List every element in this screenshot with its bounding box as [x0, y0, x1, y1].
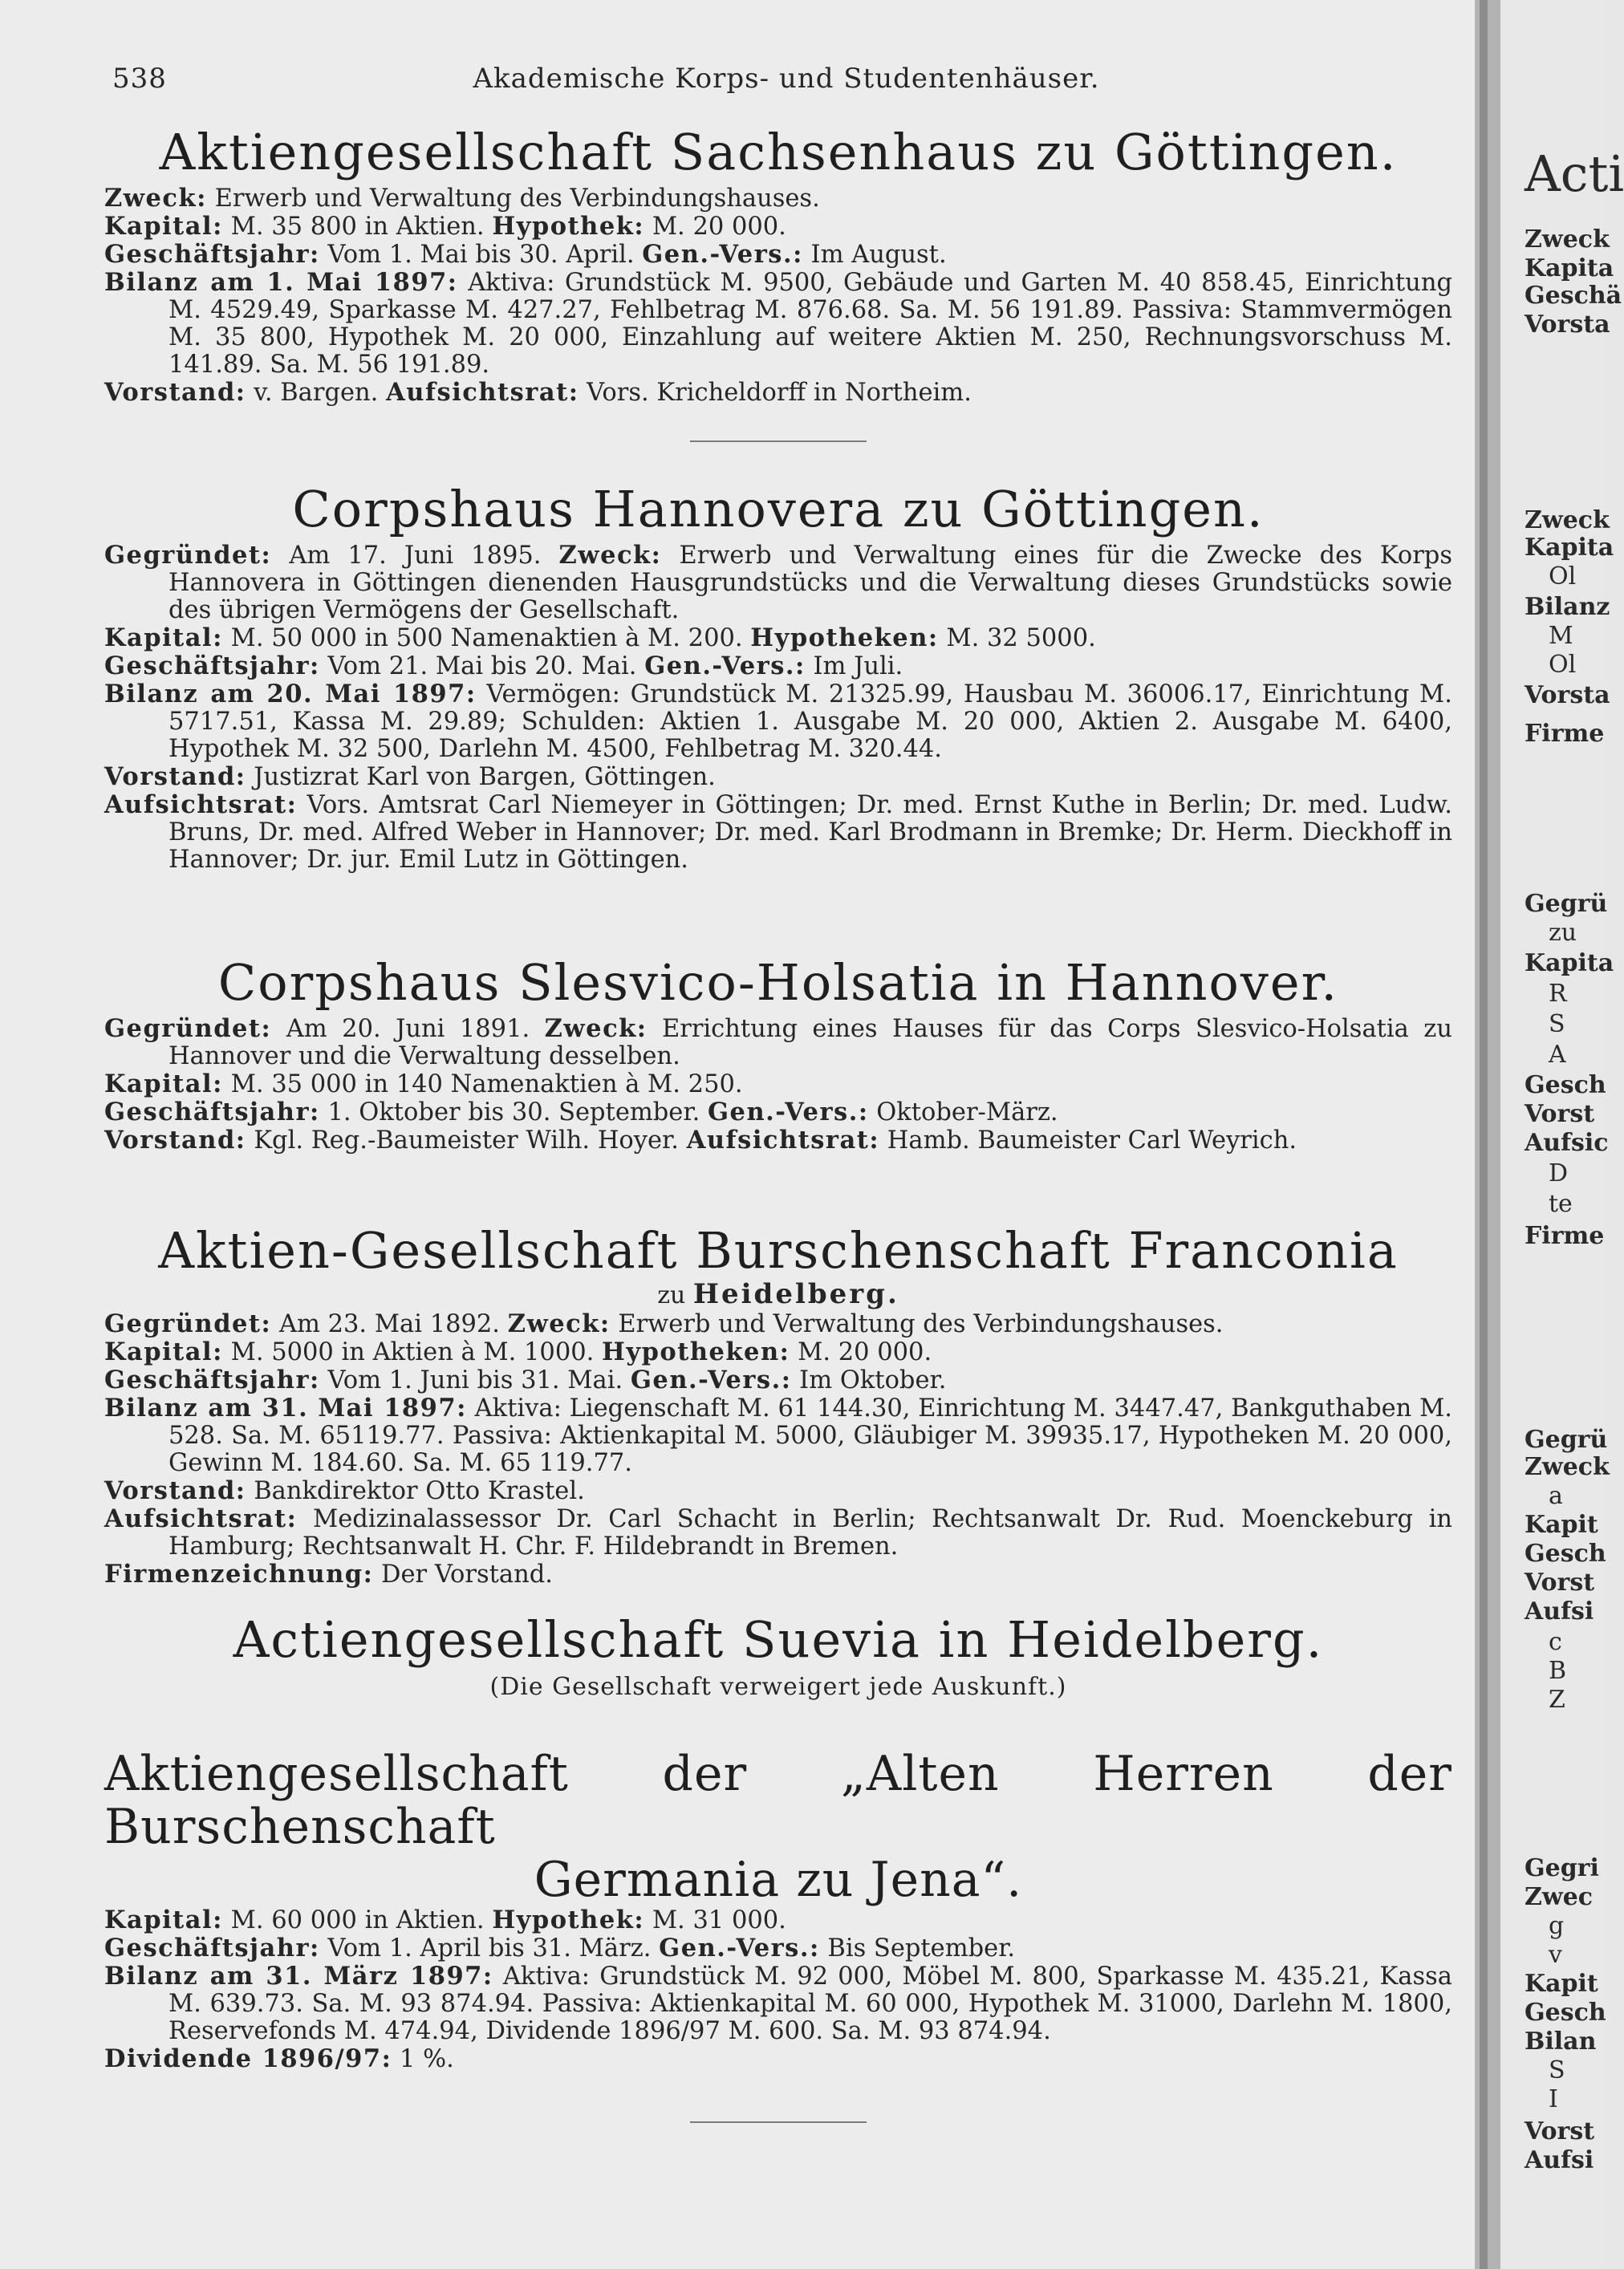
fragment: Kapita [1525, 254, 1614, 282]
field-line: Geschäftsjahr: Vom 1. Mai bis 30. April. Gen.-Vers.: Im August. [104, 240, 947, 269]
fragment: te [1549, 1190, 1573, 1218]
fragment: Bilan [1525, 2027, 1597, 2056]
fragment: Zwec [1525, 1883, 1594, 1911]
entry-suevia [104, 1608, 1452, 1703]
fragment: Geschä [1525, 282, 1622, 310]
main-column [104, 120, 1452, 2158]
page-header [104, 63, 1468, 98]
fragment: Gesch [1525, 1540, 1606, 1568]
fragment: Zweck [1525, 506, 1610, 534]
spacer [104, 1589, 1452, 1608]
fragment: Vorst [1525, 1569, 1595, 1597]
fragment: M [1549, 622, 1573, 650]
field-line: Kapital: M. 35 800 in Aktien. Hypothek: M. 20 000. [104, 212, 786, 241]
field-line: Kapital: M. 50 000 in 500 Namenaktien à M. 200. Hypotheken: M. 32 5000. [104, 623, 1096, 652]
field-line: Vorstand: Bankdirektor Otto Krastel. [104, 1476, 585, 1505]
fragment: Zweck [1525, 225, 1610, 254]
field-line: Bilanz am 1. Mai 1897: Aktiva: Grundstück M. 9500, Gebäude und Garten M. 40 858.45, Einrichtung M. 4529.49, Sparkasse M. 427.27, Fehlbetrag M. 876.68. Sa. M. 56 191.89. Passiva: Stammvermögen M. 35 800, Hypothek M. 20 000, Einzahlung auf weitere Aktien M. 250, Rechnungsvorschuss M. 141.89. Sa. M. 56 191.89. [104, 268, 1452, 379]
entry-hannovera [104, 477, 1452, 874]
fragment: Aufsi [1525, 1597, 1594, 1626]
fragment: Vorsta [1525, 681, 1610, 709]
entry-slesvico-holsatia [104, 951, 1452, 1155]
fragment: S [1549, 1010, 1565, 1038]
field-line: Kapital: M. 35 000 in 140 Namenaktien à M. 250. [104, 1070, 743, 1098]
fragment: Kapit [1525, 1970, 1598, 1998]
field-line: Firmenzeichnung: Der Vorstand. [104, 1560, 553, 1589]
book-gutter [1475, 0, 1500, 2269]
entry-title: Aktiengesellschaft Sachsenhaus zu Göttingen. [159, 123, 1398, 181]
spacer [104, 1155, 1452, 1219]
fragment: A [1549, 1041, 1566, 1069]
field-line: Gegründet: Am 20. Juni 1891. Zweck: Errichtung eines Hauses für das Corps Slesvico-Holsatia zu Hannover und die Verwaltung desselben. [104, 1014, 1452, 1070]
field-line: Vorstand: Justizrat Karl von Bargen, Göttingen. [104, 762, 716, 791]
fragment: S [1549, 2056, 1565, 2084]
fragment: Vorst [1525, 1100, 1595, 1128]
spacer [104, 874, 1452, 951]
fragment: Firme [1525, 1222, 1605, 1250]
fragment: Gegrü [1525, 1426, 1608, 1454]
field-line: Bilanz am 31. Mai 1897: Aktiva: Liegenschaft M. 61 144.30, Einrichtung M. 3447.47, Bankguthaben M. 528. Sa. M. 65119.77. Passiva: Aktienkapital M. 5000, Gläubiger M. 39935.17, Hypotheken M. 20 000, Gewinn M. 184.60. Sa. M. 65 119.77. [104, 1394, 1452, 1477]
entry-title: Corpshaus Hannovera zu Göttingen. [292, 480, 1265, 538]
field-line: Geschäftsjahr: Vom 1. Juni bis 31. Mai. Gen.-Vers.: Im Oktober. [104, 1366, 947, 1394]
entry-note: (Die Gesellschaft verweigert jede Auskunft.) [489, 1673, 1067, 1701]
field-line: Bilanz am 20. Mai 1897: Vermögen: Grundstück M. 21325.99, Hausbau M. 36006.17, Einrichtung M. 5717.51, Kassa M. 29.89; Schulden: Aktien 1. Ausgabe M. 20 000, Aktien 2. Ausgabe M. 6400, Hypothek M. 32 500, Darlehn M. 4500, Fehlbetrag M. 320.44. [104, 680, 1452, 763]
fragment: Gesch [1525, 1999, 1606, 2027]
field-line: Gegründet: Am 23. Mai 1892. Zweck: Erwerb und Verwaltung des Verbindungshauses. [104, 1309, 1224, 1338]
entry-sachsenhaus [104, 120, 1452, 407]
field-line: Dividende 1896/97: 1 %. [104, 2044, 454, 2073]
entry-title-line1: Aktiengesellschaft der „Alten Herren der Burschenschaft [104, 1746, 1452, 1855]
spacer [104, 1703, 1452, 1747]
fragment: Aufsic [1525, 1129, 1609, 1157]
section-divider [690, 2121, 867, 2123]
fragment: zu [1549, 919, 1577, 947]
entry-franconia [104, 1219, 1452, 1589]
section-divider [690, 440, 867, 442]
entry-title: Corpshaus Slesvico-Holsatia in Hannover. [217, 953, 1339, 1012]
fragment: Zweck [1525, 1453, 1610, 1481]
field-line: Gegründet: Am 17. Juni 1895. Zweck: Erwerb und Verwaltung eines für die Zwecke des Korps Hannovera in Göttingen dienenden Hausgrundstücks und die Verwaltung dieses Grundstücks sowie des übrigen Vermögens der Gesellschaft. [104, 541, 1452, 624]
fragment: I [1549, 2085, 1558, 2113]
entry-title-line2: Germania zu Jena“. [534, 1852, 1023, 1908]
entry-germania-jena [104, 1747, 1452, 2073]
fragment: Gegrü [1525, 890, 1608, 918]
field-line: Geschäftsjahr: Vom 1. April bis 31. März. Gen.-Vers.: Bis September. [104, 1934, 1016, 1963]
field-line: Geschäftsjahr: 1. Oktober bis 30. September. Gen.-Vers.: Oktober-März. [104, 1098, 1058, 1126]
entry-subtitle: zu Heidelberg. [657, 1278, 899, 1310]
field-line: Vorstand: Kgl. Reg.-Baumeister Wilh. Hoyer. Aufsichtsrat: Hamb. Baumeister Carl Weyrich. [104, 1126, 1297, 1155]
fragment: Bilanz [1525, 593, 1610, 621]
field-line: Geschäftsjahr: Vom 21. Mai bis 20. Mai. Gen.-Vers.: Im Juli. [104, 651, 903, 680]
fragment: Kapita [1525, 534, 1614, 562]
fragment: D [1549, 1159, 1569, 1187]
field-line: Bilanz am 31. März 1897: Aktiva: Grundstück M. 92 000, Möbel M. 800, Sparkasse M. 435.21, Kassa M. 639.73. Sa. M. 93 874.94. Passiva: Aktienkapital M. 60 000, Hypothek M. 31000, Darlehn M. 1800, Reservefonds M. 474.94, Dividende 1896/97 M. 600. Sa. M. 93 874.94. [104, 1962, 1452, 2045]
fragment: Ol [1549, 651, 1577, 679]
fragment: g [1549, 1912, 1565, 1940]
fragment: R [1549, 980, 1567, 1008]
fragment: B [1549, 1657, 1567, 1685]
page-number: 538 [112, 63, 167, 95]
fragment: Aufsi [1525, 2146, 1594, 2174]
next-page-edge [1500, 0, 1624, 2269]
fragment: Vorsta [1525, 311, 1610, 339]
fragment: Gegri [1525, 1854, 1599, 1882]
fragment: Ol [1549, 562, 1577, 591]
field-line: Aufsichtsrat: Vors. Amtsrat Carl Niemeyer in Göttingen; Dr. med. Ernst Kuthe in Berlin; Dr. med. Ludw. Bruns, Dr. med. Alfred Weber in Hannover; Dr. med. Karl Brodmann in Bremke; Dr. Herm. Dieckhoff in Hannover; Dr. jur. Emil Lutz in Göttingen. [104, 790, 1452, 874]
fragment: Kapita [1525, 949, 1614, 977]
field-line: Kapital: M. 5000 in Aktien à M. 1000. Hypotheken: M. 20 000. [104, 1337, 932, 1366]
fragment: a [1549, 1482, 1563, 1510]
running-title: Akademische Korps- und Studentenhäuser. [473, 63, 1100, 95]
field-line: Zweck: Erwerb und Verwaltung des Verbindungshauses. [104, 184, 820, 213]
fragment: Gesch [1525, 1071, 1606, 1099]
entry-title: Aktien-Gesellschaft Burschenschaft Franconia [158, 1221, 1399, 1280]
fragment: Firme [1525, 720, 1605, 748]
fragment: Kapit [1525, 1511, 1598, 1539]
entry-title: Actiengesellschaft Suevia in Heidelberg. [233, 1610, 1324, 1669]
fragment: Acti [1525, 144, 1624, 203]
fragment: c [1549, 1628, 1562, 1656]
field-line: Aufsichtsrat: Medizinalassessor Dr. Carl Schacht in Berlin; Rechtsanwalt Dr. Rud. Moenckeburg in Hamburg; Rechtsanwalt H. Chr. F. Hildebrandt in Bremen. [104, 1504, 1452, 1561]
fragment: Z [1549, 1686, 1565, 1714]
fragment: Vorst [1525, 2117, 1595, 2145]
field-line: Vorstand: v. Bargen. Aufsichtsrat: Vors. Kricheldorff in Northeim. [104, 378, 972, 407]
fragment: v [1549, 1941, 1562, 1969]
field-line: Kapital: M. 60 000 in Aktien. Hypothek: M. 31 000. [104, 1906, 786, 1934]
